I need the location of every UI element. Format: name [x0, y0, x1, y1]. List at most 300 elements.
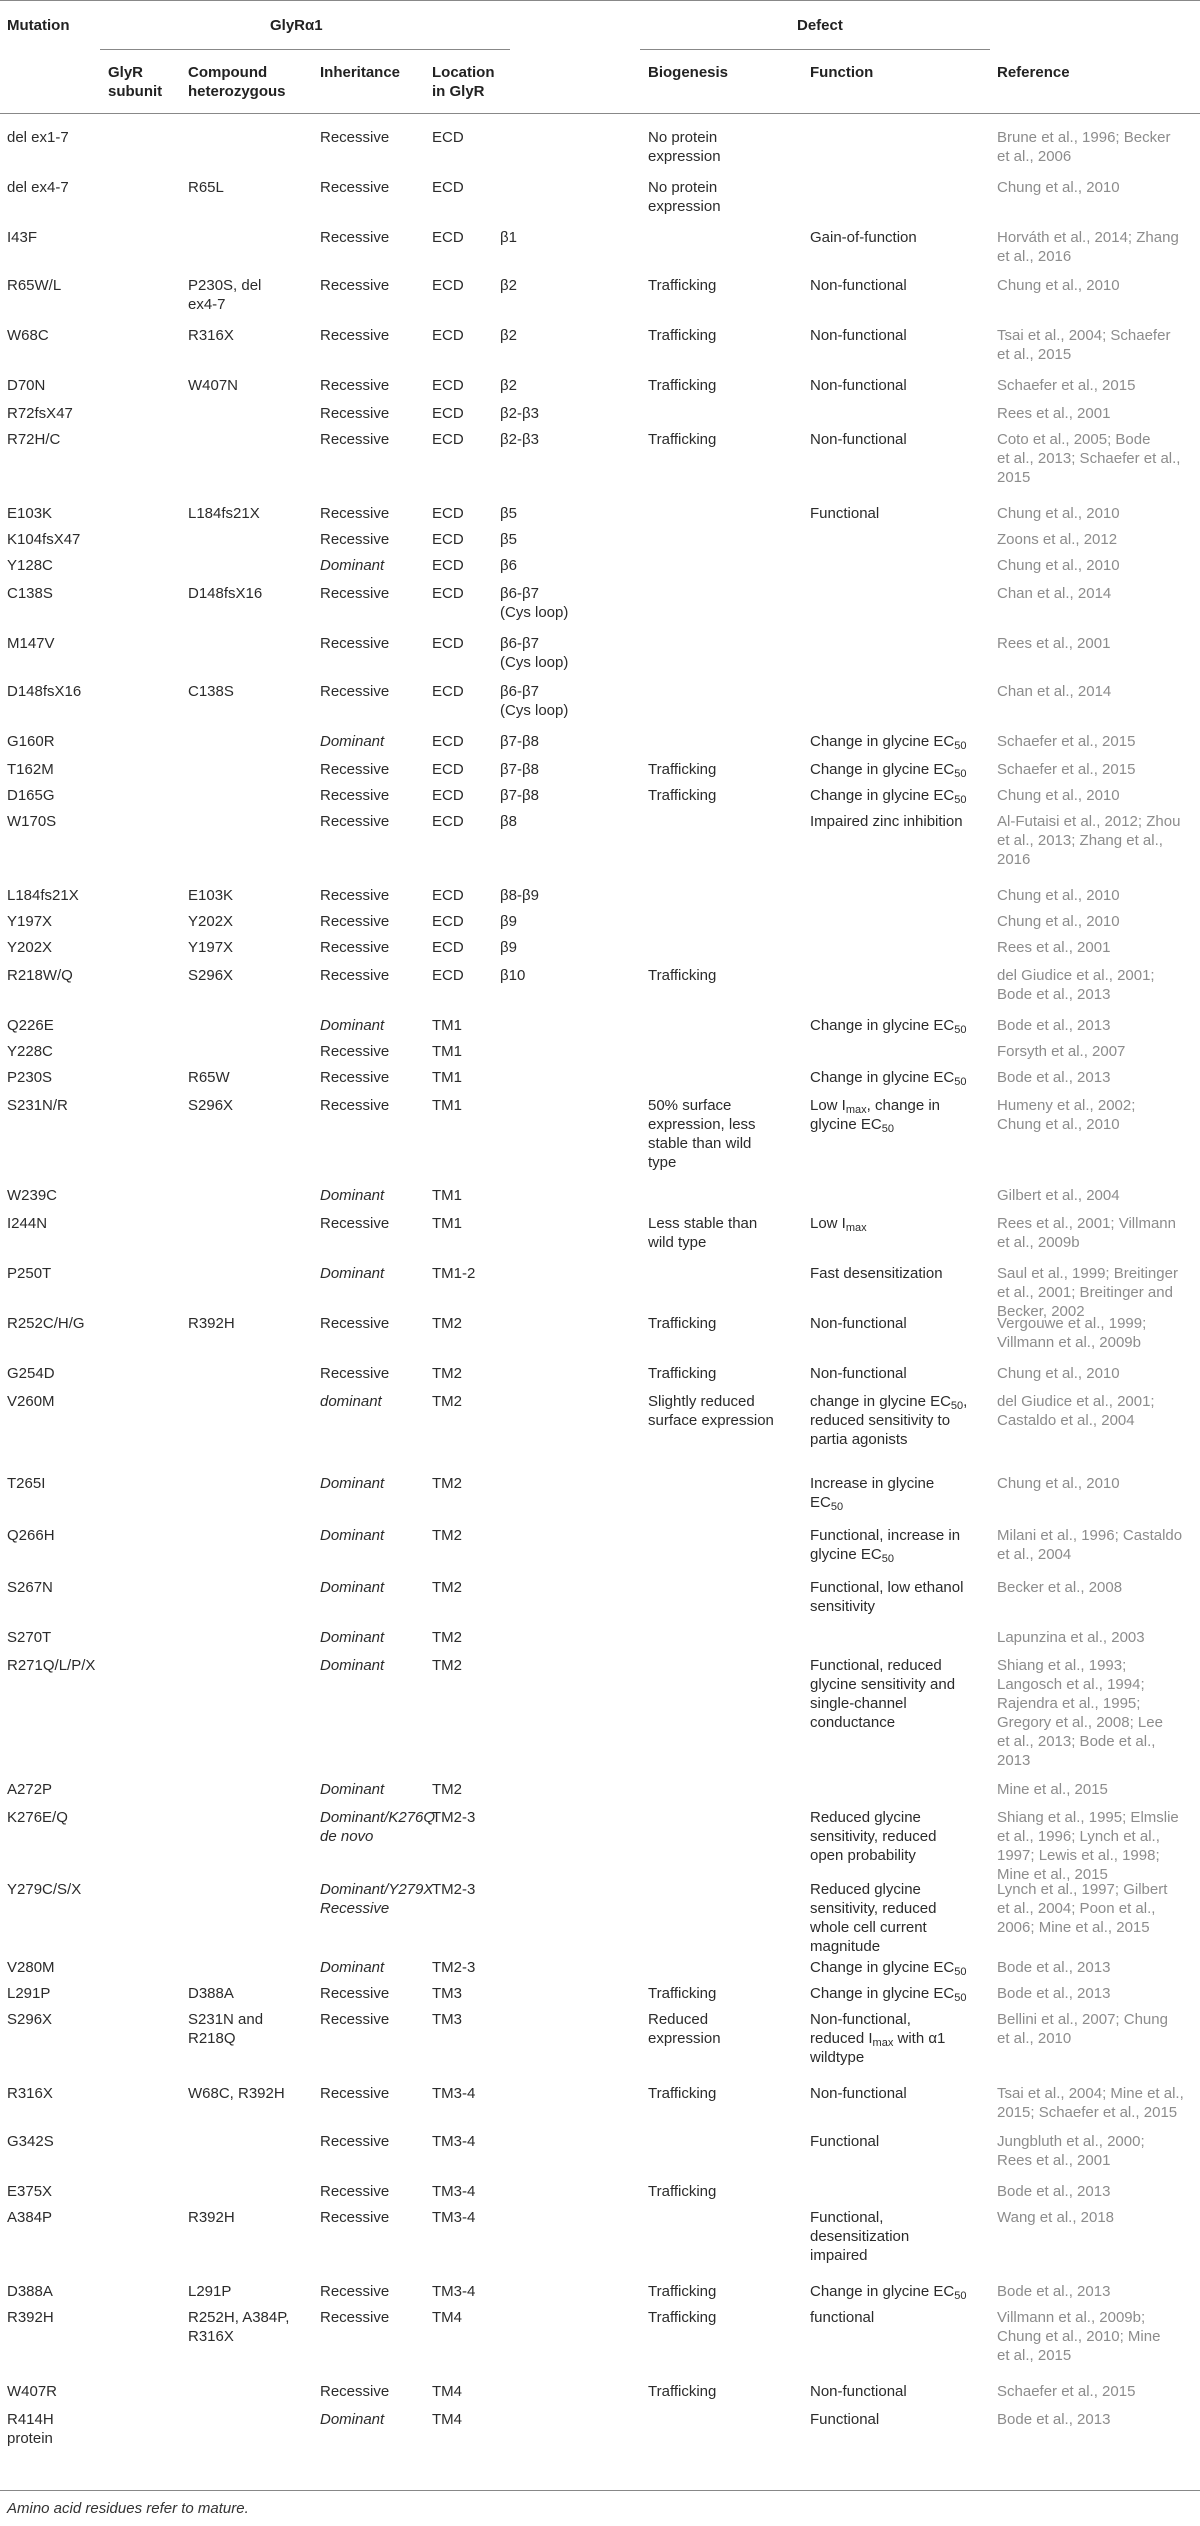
location-cell: TM3: [432, 1985, 462, 2002]
header-biogenesis: Biogenesis: [648, 64, 729, 81]
reference-cell: Chan et al., 2014: [997, 585, 1112, 602]
inheritance-cell: Recessive: [320, 1215, 390, 1232]
location-cell: ECD: [432, 431, 464, 448]
inheritance-cell: Recessive: [320, 129, 390, 146]
biogenesis-cell: No protein expression: [648, 179, 721, 215]
biogenesis-cell: Trafficking: [648, 2283, 717, 2300]
inheritance-cell: Dominant: [320, 1265, 385, 1282]
location-cell: TM2-3: [432, 1809, 476, 1826]
reference-cell: Horváth et al., 2014; Zhang et al., 2016: [997, 229, 1179, 265]
header-inheritance: Inheritance: [320, 64, 401, 81]
location-cell: ECD: [432, 505, 464, 522]
compound-heterozygous-cell: R252H, A384P, R316X: [188, 2309, 290, 2345]
header-compound: Compound heterozygous: [188, 64, 286, 100]
inheritance-cell: Recessive: [320, 887, 390, 904]
inheritance-cell: Recessive: [320, 179, 390, 196]
structure-cell: β2-β3: [500, 405, 539, 422]
reference-cell: del Giudice et al., 2001; Bode et al., 2013: [997, 967, 1155, 1003]
mutation-cell: del ex4-7: [7, 179, 69, 196]
location-cell: TM3-4: [432, 2085, 476, 2102]
location-cell: ECD: [432, 683, 464, 700]
mutation-cell: E103K: [7, 505, 53, 522]
inheritance-cell: Dominant: [320, 733, 385, 750]
compound-heterozygous-cell: W68C, R392H: [188, 2085, 285, 2102]
location-cell: TM1: [432, 1017, 462, 1034]
mutation-cell: I43F: [7, 229, 38, 246]
mutation-cell: D165G: [7, 787, 55, 804]
biogenesis-cell: Trafficking: [648, 787, 717, 804]
structure-cell: β5: [500, 505, 517, 522]
function-cell: Fast desensitization: [810, 1265, 943, 1282]
inheritance-cell: Dominant: [320, 1579, 385, 1596]
reference-cell: Chan et al., 2014: [997, 683, 1112, 700]
mutation-cell: G342S: [7, 2133, 54, 2150]
location-cell: TM3-4: [432, 2209, 476, 2226]
location-cell: ECD: [432, 405, 464, 422]
mutation-cell: Q266H: [7, 1527, 55, 1544]
mutation-cell: P230S: [7, 1069, 53, 1086]
mutation-cell: V280M: [7, 1959, 55, 1976]
header-function: Function: [810, 64, 874, 81]
function-cell: Functional, increase in glycine $EC_{50}$: [810, 1527, 961, 1565]
header-location: Location in GlyR: [432, 64, 495, 100]
function-cell: Functional: [810, 2411, 880, 2428]
function-cell: Increase in glycine $EC_{50}$: [810, 1475, 935, 1513]
inheritance-cell: Recessive: [320, 2309, 390, 2326]
inheritance-cell: Recessive: [320, 2283, 390, 2300]
inheritance-cell: Dominant: [320, 1475, 385, 1492]
inheritance-cell: Recessive: [320, 787, 390, 804]
location-cell: ECD: [432, 327, 464, 344]
location-cell: ECD: [432, 913, 464, 930]
location-cell: TM2-3: [432, 1881, 476, 1898]
mutation-cell: W407R: [7, 2383, 58, 2400]
inheritance-cell: Recessive: [320, 1985, 390, 2002]
biogenesis-cell: Slightly reduced surface expression: [648, 1393, 774, 1429]
header-glyr-group: GlyRα1: [270, 17, 323, 34]
reference-cell: Vergouwe et al., 1999; Villmann et al., 2009b: [997, 1315, 1147, 1351]
compound-heterozygous-cell: R316X: [188, 327, 234, 344]
compound-heterozygous-cell: D148fsX16: [188, 585, 263, 602]
structure-cell: β9: [500, 939, 517, 956]
inheritance-cell: Dominant: [320, 1959, 385, 1976]
inheritance-cell: Dominant: [320, 2411, 385, 2428]
reference-cell: Schaefer et al., 2015: [997, 761, 1136, 778]
location-cell: TM4: [432, 2383, 462, 2400]
inheritance-cell: Dominant: [320, 1781, 385, 1798]
compound-heterozygous-cell: D388A: [188, 1985, 234, 2002]
location-cell: ECD: [432, 229, 464, 246]
function-cell: Change in glycine $EC_{50}$: [810, 787, 967, 806]
inheritance-cell: Recessive: [320, 229, 390, 246]
compound-heterozygous-cell: Y202X: [188, 913, 234, 930]
reference-cell: Forsyth et al., 2007: [997, 1043, 1126, 1060]
mutation-cell: E375X: [7, 2183, 53, 2200]
function-cell: Functional, desensitization impaired: [810, 2209, 910, 2264]
biogenesis-cell: 50% surface expression, less stable than wild type: [648, 1097, 756, 1171]
structure-cell: β6-β7 (Cys loop): [500, 683, 569, 719]
biogenesis-cell: Trafficking: [648, 1985, 717, 2002]
biogenesis-cell: Trafficking: [648, 327, 717, 344]
mutation-cell: T162M: [7, 761, 54, 778]
location-cell: TM3-4: [432, 2133, 476, 2150]
reference-cell: Bode et al., 2013: [997, 1985, 1111, 2002]
inheritance-cell: Recessive: [320, 1365, 390, 1382]
reference-cell: Zoons et al., 2012: [997, 531, 1118, 548]
inheritance-cell: Recessive: [320, 2209, 390, 2226]
location-cell: ECD: [432, 635, 464, 652]
function-cell: change in glycine $EC_{50}$, reduced sensitivity to partia agonists: [810, 1393, 968, 1448]
mutation-cell: R72H/C: [7, 431, 61, 448]
inheritance-cell: Dominant: [320, 1017, 385, 1034]
function-cell: Non-functional: [810, 1315, 907, 1332]
mutation-cell: I244N: [7, 1215, 48, 1232]
inheritance-cell: Recessive: [320, 1043, 390, 1060]
mutation-cell: R271Q/L/P/X: [7, 1657, 96, 1674]
reference-cell: Chung et al., 2010: [997, 913, 1120, 930]
location-cell: TM1-2: [432, 1265, 476, 1282]
location-cell: TM2: [432, 1475, 462, 1492]
reference-cell: Bode et al., 2013: [997, 1959, 1111, 1976]
biogenesis-cell: Trafficking: [648, 1365, 717, 1382]
compound-heterozygous-cell: S231N and R218Q: [188, 2011, 264, 2047]
table-top-border: [0, 0, 1200, 1]
function-cell: Change in glycine $EC_{50}$: [810, 733, 967, 752]
mutation-cell: S270T: [7, 1629, 52, 1646]
mutation-cell: Y202X: [7, 939, 53, 956]
inheritance-cell: Recessive: [320, 761, 390, 778]
reference-cell: Milani et al., 1996; Castaldo et al., 2004: [997, 1527, 1183, 1563]
reference-cell: del Giudice et al., 2001; Castaldo et al., 2004: [997, 1393, 1155, 1429]
function-cell: Non-functional: [810, 377, 907, 394]
compound-heterozygous-cell: R65L: [188, 179, 224, 196]
mutation-cell: P250T: [7, 1265, 52, 1282]
mutation-cell: C138S: [7, 585, 53, 602]
structure-cell: β2: [500, 327, 517, 344]
table-bottom-border: [0, 2490, 1200, 2491]
reference-cell: Lynch et al., 1997; Gilbert et al., 2004; Poon et al., 2006; Mine et al., 2015: [997, 1881, 1168, 1936]
location-cell: TM2: [432, 1393, 462, 1410]
location-cell: TM2: [432, 1657, 462, 1674]
function-cell: Non-functional: [810, 277, 907, 294]
function-cell: Functional, low ethanol sensitivity: [810, 1579, 964, 1615]
reference-cell: Villmann et al., 2009b; Chung et al., 2010; Mine et al., 2015: [997, 2309, 1161, 2364]
inheritance-cell: Recessive: [320, 431, 390, 448]
mutation-cell: Y128C: [7, 557, 53, 574]
mutation-cell: S267N: [7, 1579, 53, 1596]
inheritance-cell: Recessive: [320, 585, 390, 602]
inheritance-cell: Recessive: [320, 1069, 390, 1086]
biogenesis-cell: Trafficking: [648, 967, 717, 984]
function-cell: Change in glycine $EC_{50}$: [810, 1017, 967, 1036]
location-cell: TM3-4: [432, 2183, 476, 2200]
location-cell: TM2: [432, 1629, 462, 1646]
location-cell: ECD: [432, 813, 464, 830]
reference-cell: Tsai et al., 2004; Mine et al., 2015; Schaefer et al., 2015: [997, 2085, 1184, 2121]
location-cell: ECD: [432, 761, 464, 778]
mutation-cell: Y279C/S/X: [7, 1881, 82, 1898]
location-cell: ECD: [432, 179, 464, 196]
mutation-cell: W68C: [7, 327, 49, 344]
mutation-cell: V260M: [7, 1393, 55, 1410]
inheritance-cell: Dominant: [320, 1527, 385, 1544]
function-cell: functional: [810, 2309, 875, 2326]
reference-cell: Schaefer et al., 2015: [997, 377, 1136, 394]
reference-cell: Chung et al., 2010: [997, 505, 1120, 522]
function-cell: Reduced glycine sensitivity, reduced whole cell current magnitude: [810, 1881, 937, 1955]
function-cell: Non-functional: [810, 2085, 907, 2102]
reference-cell: Rees et al., 2001: [997, 405, 1111, 422]
function-cell: Gain-of-function: [810, 229, 917, 246]
biogenesis-cell: Trafficking: [648, 2383, 717, 2400]
compound-heterozygous-cell: Y197X: [188, 939, 234, 956]
mutation-cell: D388A: [7, 2283, 53, 2300]
location-cell: TM2: [432, 1579, 462, 1596]
inheritance-cell: Dominant: [320, 1187, 385, 1204]
function-cell: Low $I_{max}$: [810, 1215, 867, 1234]
location-cell: ECD: [432, 887, 464, 904]
compound-heterozygous-cell: R392H: [188, 1315, 235, 1332]
reference-cell: Rees et al., 2001: [997, 635, 1111, 652]
location-cell: TM1: [432, 1097, 462, 1114]
location-cell: TM2: [432, 1315, 462, 1332]
reference-cell: Bellini et al., 2007; Chung et al., 2010: [997, 2011, 1168, 2047]
structure-cell: β8: [500, 813, 517, 830]
location-cell: ECD: [432, 557, 464, 574]
glyr-group-underline: [100, 49, 510, 50]
compound-heterozygous-cell: E103K: [188, 887, 234, 904]
reference-cell: Shiang et al., 1993; Langosch et al., 1994; Rajendra et al., 1995; Gregory et al., 2008; Lee et al., 2013; Bode et al., 2013: [997, 1657, 1163, 1769]
biogenesis-cell: Trafficking: [648, 377, 717, 394]
mutation-cell: R65W/L: [7, 277, 62, 294]
reference-cell: Chung et al., 2010: [997, 1365, 1120, 1382]
mutation-cell: G160R: [7, 733, 55, 750]
inheritance-cell: Recessive: [320, 683, 390, 700]
reference-cell: Chung et al., 2010: [997, 787, 1120, 804]
function-cell: Low $I_{max}$, change in glycine $EC_{50}$: [810, 1097, 941, 1135]
biogenesis-cell: Reduced expression: [648, 2011, 721, 2047]
inheritance-cell: dominant: [320, 1393, 382, 1410]
structure-cell: β10: [500, 967, 526, 984]
structure-cell: β7-β8: [500, 761, 539, 778]
reference-cell: Schaefer et al., 2015: [997, 733, 1136, 750]
structure-cell: β7-β8: [500, 733, 539, 750]
structure-cell: β1: [500, 229, 517, 246]
location-cell: ECD: [432, 277, 464, 294]
header-defect-group: Defect: [797, 17, 843, 34]
table-footnote: Amino acid residues refer to mature.: [7, 2500, 249, 2517]
inheritance-cell: Dominant: [320, 557, 385, 574]
header-subunit: GlyR subunit: [108, 64, 163, 100]
biogenesis-cell: Trafficking: [648, 761, 717, 778]
location-cell: TM4: [432, 2411, 462, 2428]
reference-cell: Wang et al., 2018: [997, 2209, 1115, 2226]
mutation-cell: R218W/Q: [7, 967, 73, 984]
biogenesis-cell: Trafficking: [648, 277, 717, 294]
compound-heterozygous-cell: L184fs21X: [188, 505, 260, 522]
mutation-cell: Q226E: [7, 1017, 54, 1034]
inheritance-cell: Dominant: [320, 1629, 385, 1646]
inheritance-cell: Dominant/Y279X Recessive: [320, 1881, 434, 1917]
reference-cell: Chung et al., 2010: [997, 179, 1120, 196]
location-cell: ECD: [432, 787, 464, 804]
function-cell: Non-functional: [810, 2383, 907, 2400]
inheritance-cell: Recessive: [320, 2133, 390, 2150]
reference-cell: Jungbluth et al., 2000; Rees et al., 2001: [997, 2133, 1145, 2169]
inheritance-cell: Recessive: [320, 2183, 390, 2200]
structure-cell: β2: [500, 377, 517, 394]
function-cell: Non-functional: [810, 1365, 907, 1382]
reference-cell: Chung et al., 2010: [997, 557, 1120, 574]
mutation-cell: T265I: [7, 1475, 46, 1492]
reference-cell: Bode et al., 2013: [997, 2283, 1111, 2300]
mutation-cell: W170S: [7, 813, 57, 830]
function-cell: Non-functional: [810, 431, 907, 448]
structure-cell: β2-β3: [500, 431, 539, 448]
location-cell: TM3: [432, 2011, 462, 2028]
compound-heterozygous-cell: L291P: [188, 2283, 232, 2300]
mutation-cell: M147V: [7, 635, 55, 652]
reference-cell: Becker et al., 2008: [997, 1579, 1123, 1596]
mutation-cell: K104fsX47: [7, 531, 81, 548]
compound-heterozygous-cell: C138S: [188, 683, 234, 700]
mutation-cell: L184fs21X: [7, 887, 79, 904]
header-reference: Reference: [997, 64, 1070, 81]
reference-cell: Mine et al., 2015: [997, 1781, 1108, 1798]
biogenesis-cell: Trafficking: [648, 2183, 717, 2200]
mutation-cell: R392H: [7, 2309, 54, 2326]
function-cell: Change in glycine $EC_{50}$: [810, 1959, 967, 1978]
mutation-cell: R414H protein: [7, 2411, 54, 2447]
compound-heterozygous-cell: R65W: [188, 1069, 230, 1086]
function-cell: Change in glycine $EC_{50}$: [810, 2283, 967, 2302]
biogenesis-cell: No protein expression: [648, 129, 721, 165]
inheritance-cell: Recessive: [320, 1097, 390, 1114]
reference-cell: Tsai et al., 2004; Schaefer et al., 2015: [997, 327, 1171, 363]
location-cell: TM1: [432, 1215, 462, 1232]
biogenesis-cell: Trafficking: [648, 1315, 717, 1332]
mutation-cell: R316X: [7, 2085, 53, 2102]
inheritance-cell: Recessive: [320, 813, 390, 830]
structure-cell: β6-β7 (Cys loop): [500, 585, 569, 621]
defect-group-underline: [640, 49, 990, 50]
location-cell: ECD: [432, 585, 464, 602]
inheritance-cell: Recessive: [320, 1315, 390, 1332]
compound-heterozygous-cell: S296X: [188, 1097, 234, 1114]
inheritance-cell: Recessive: [320, 913, 390, 930]
reference-cell: Rees et al., 2001; Villmann et al., 2009b: [997, 1215, 1176, 1251]
reference-cell: Bode et al., 2013: [997, 1017, 1111, 1034]
mutation-cell: W239C: [7, 1187, 58, 1204]
mutation-cell: Y228C: [7, 1043, 53, 1060]
inheritance-cell: Recessive: [320, 277, 390, 294]
mutation-cell: del ex1-7: [7, 129, 69, 146]
compound-heterozygous-cell: S296X: [188, 967, 234, 984]
reference-cell: Bode et al., 2013: [997, 2183, 1111, 2200]
location-cell: ECD: [432, 377, 464, 394]
inheritance-cell: Recessive: [320, 377, 390, 394]
location-cell: TM1: [432, 1187, 462, 1204]
biogenesis-cell: Trafficking: [648, 431, 717, 448]
compound-heterozygous-cell: P230S, del ex4-7: [188, 277, 262, 313]
function-cell: Impaired zinc inhibition: [810, 813, 963, 830]
inheritance-cell: Recessive: [320, 531, 390, 548]
reference-cell: Schaefer et al., 2015: [997, 2383, 1136, 2400]
location-cell: ECD: [432, 939, 464, 956]
function-cell: Non-functional: [810, 327, 907, 344]
structure-cell: β7-β8: [500, 787, 539, 804]
biogenesis-cell: Trafficking: [648, 2309, 717, 2326]
mutation-cell: Y197X: [7, 913, 53, 930]
structure-cell: β8-β9: [500, 887, 539, 904]
location-cell: ECD: [432, 129, 464, 146]
mutation-cell: D148fsX16: [7, 683, 82, 700]
location-cell: ECD: [432, 733, 464, 750]
mutation-cell: K276E/Q: [7, 1809, 68, 1826]
reference-cell: Shiang et al., 1995; Elmslie et al., 1996; Lynch et al., 1997; Lewis et al., 1998; Mine et al., 2015: [997, 1809, 1179, 1883]
reference-cell: Chung et al., 2010: [997, 1475, 1120, 1492]
mutation-cell: S296X: [7, 2011, 53, 2028]
function-cell: Functional: [810, 505, 880, 522]
inheritance-cell: Recessive: [320, 2383, 390, 2400]
location-cell: TM3-4: [432, 2283, 476, 2300]
inheritance-cell: Recessive: [320, 967, 390, 984]
reference-cell: Chung et al., 2010: [997, 887, 1120, 904]
biogenesis-cell: Trafficking: [648, 2085, 717, 2102]
function-cell: Non-functional, reduced $I_{max}$ with α1 wildtype: [810, 2011, 946, 2066]
reference-cell: Rees et al., 2001: [997, 939, 1111, 956]
inheritance-cell: Recessive: [320, 2011, 390, 2028]
location-cell: TM1: [432, 1069, 462, 1086]
mutation-cell: D70N: [7, 377, 46, 394]
inheritance-cell: Recessive: [320, 327, 390, 344]
reference-cell: Bode et al., 2013: [997, 2411, 1111, 2428]
compound-heterozygous-cell: R392H: [188, 2209, 235, 2226]
mutation-cell: A272P: [7, 1781, 53, 1798]
reference-cell: Lapunzina et al., 2003: [997, 1629, 1145, 1646]
biogenesis-cell: Less stable than wild type: [648, 1215, 758, 1251]
header-mutation: Mutation: [7, 17, 70, 34]
function-cell: Functional, reduced glycine sensitivity and single-channel conductance: [810, 1657, 956, 1731]
mutation-cell: A384P: [7, 2209, 53, 2226]
location-cell: TM2: [432, 1781, 462, 1798]
function-cell: Reduced glycine sensitivity, reduced open probability: [810, 1809, 937, 1864]
location-cell: TM2-3: [432, 1959, 476, 1976]
reference-cell: Gilbert et al., 2004: [997, 1187, 1120, 1204]
location-cell: ECD: [432, 531, 464, 548]
location-cell: TM2: [432, 1365, 462, 1382]
structure-cell: β2: [500, 277, 517, 294]
location-cell: ECD: [432, 967, 464, 984]
location-cell: TM1: [432, 1043, 462, 1060]
reference-cell: Humeny et al., 2002; Chung et al., 2010: [997, 1097, 1136, 1133]
mutation-cell: L291P: [7, 1985, 51, 2002]
inheritance-cell: Recessive: [320, 505, 390, 522]
inheritance-cell: Dominant/K276Q de novo: [320, 1809, 436, 1845]
structure-cell: β6-β7 (Cys loop): [500, 635, 569, 671]
mutation-cell: G254D: [7, 1365, 55, 1382]
location-cell: TM4: [432, 2309, 462, 2326]
function-cell: Change in glycine $EC_{50}$: [810, 761, 967, 780]
inheritance-cell: Recessive: [320, 939, 390, 956]
inheritance-cell: Recessive: [320, 405, 390, 422]
mutation-cell: R252C/H/G: [7, 1315, 85, 1332]
reference-cell: Brune et al., 1996; Becker et al., 2006: [997, 129, 1171, 165]
inheritance-cell: Recessive: [320, 635, 390, 652]
structure-cell: β6: [500, 557, 517, 574]
function-cell: Change in glycine $EC_{50}$: [810, 1985, 967, 2004]
function-cell: Change in glycine $EC_{50}$: [810, 1069, 967, 1088]
